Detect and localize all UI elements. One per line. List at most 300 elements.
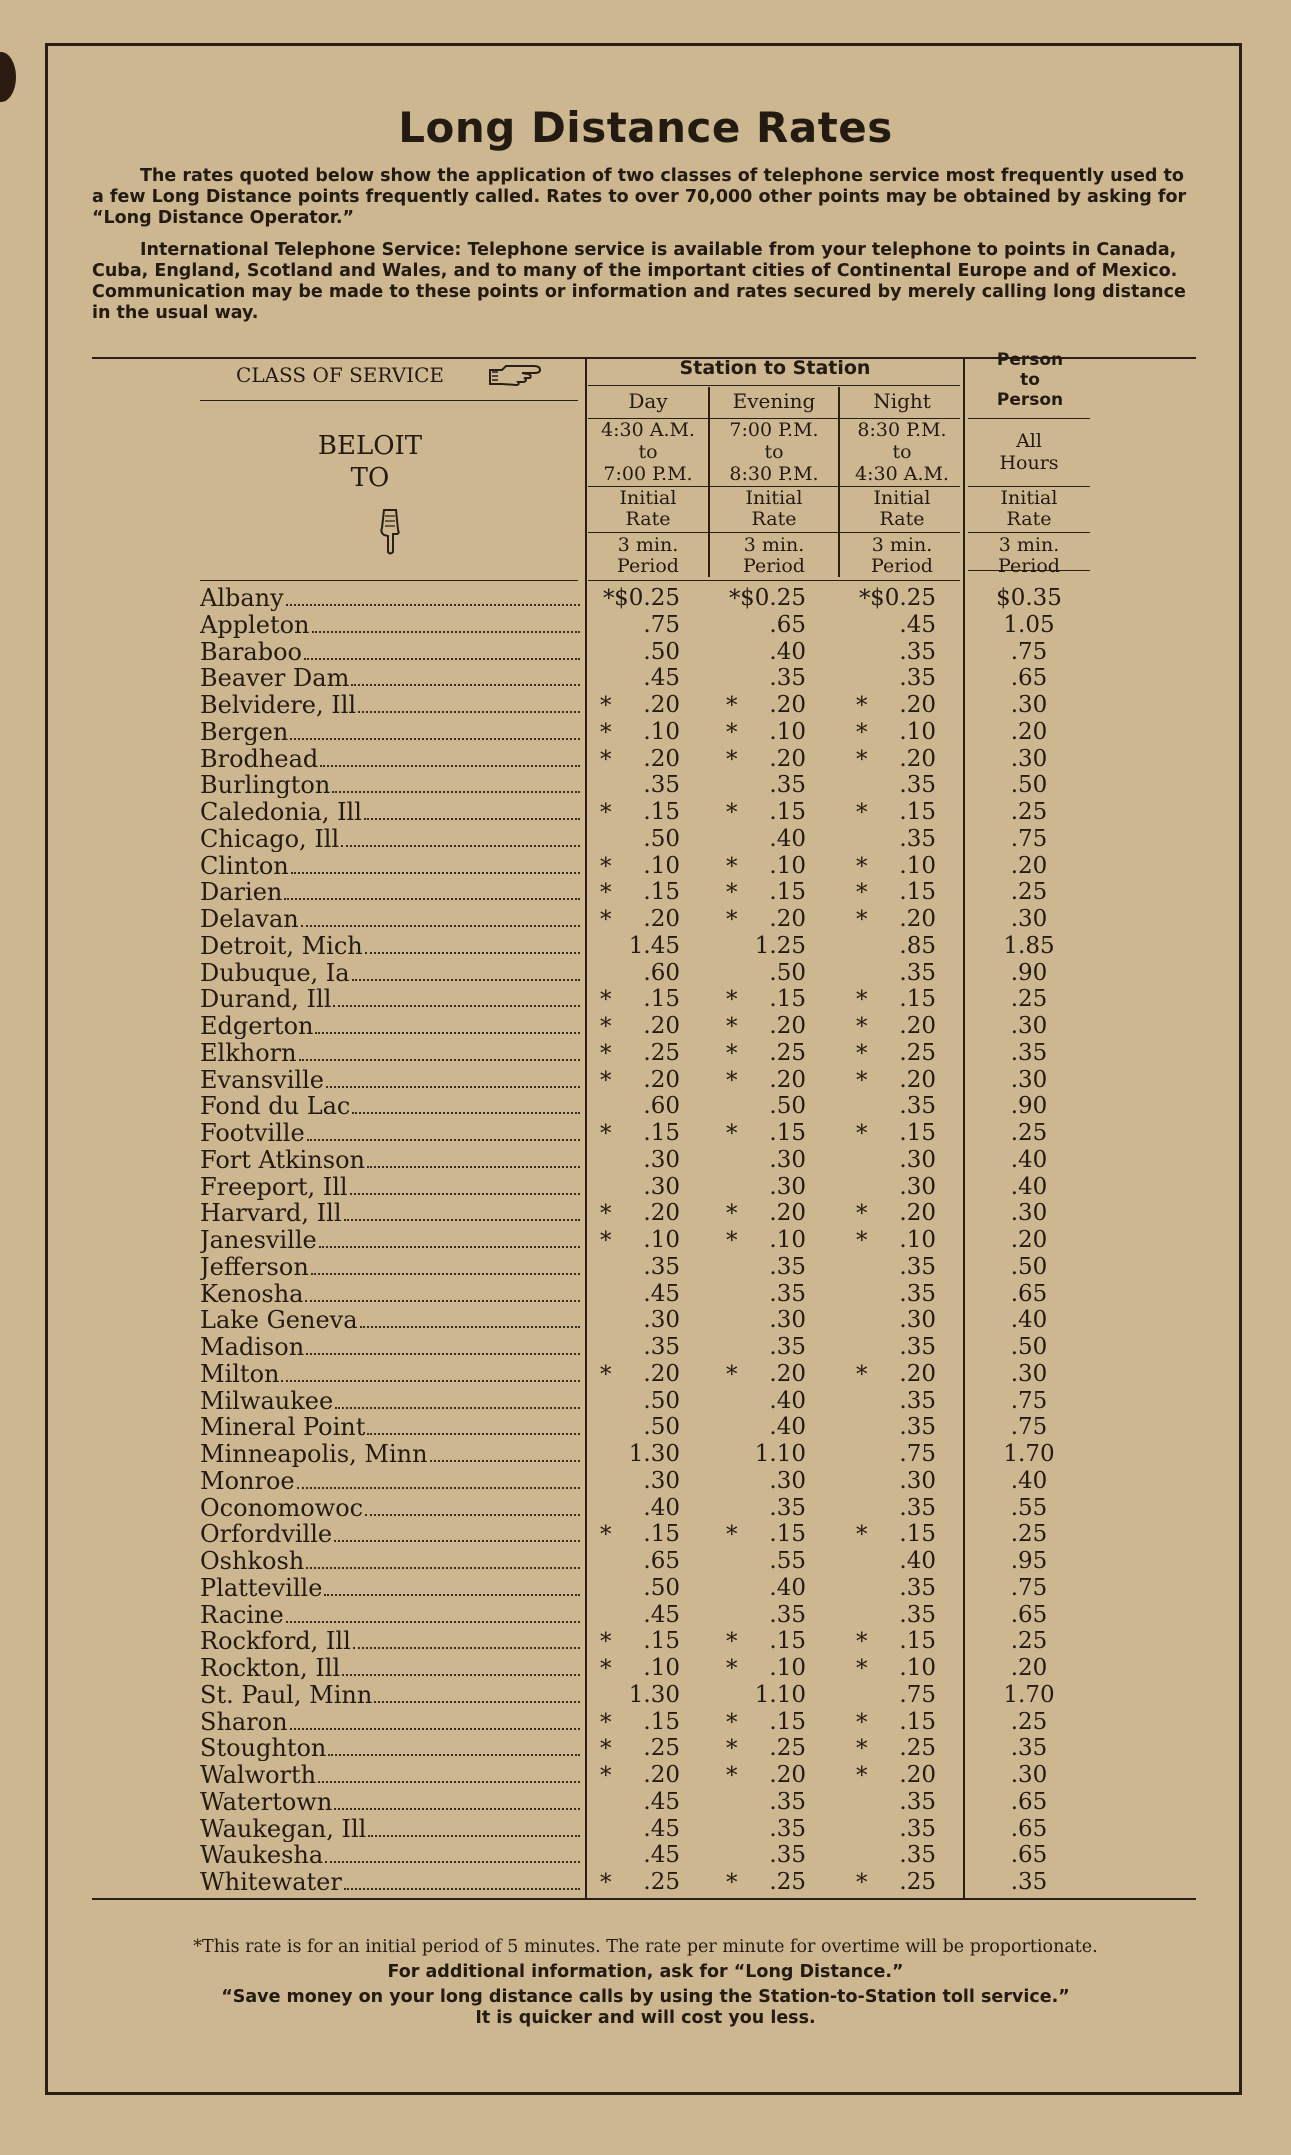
asterisk-mark: * xyxy=(600,1656,612,1682)
rate-value: .30 xyxy=(643,1173,680,1200)
rate-value: .35 xyxy=(769,1815,806,1842)
rate-cell-day xyxy=(600,1093,680,1119)
city-name: Oconomowoc xyxy=(200,1494,364,1521)
rate-value: .20 xyxy=(769,906,806,932)
rate-value: .20 xyxy=(643,1762,680,1788)
rate-value: .40 xyxy=(769,638,806,665)
rate-row-city xyxy=(200,639,580,665)
rate-cell-day xyxy=(600,746,680,772)
rate-row-city xyxy=(200,612,580,638)
station-to-station-header: Station to Station xyxy=(679,357,871,379)
asterisk-mark: * xyxy=(856,746,868,773)
rate-value: .15 xyxy=(643,1628,680,1655)
rate-row-city xyxy=(200,853,580,879)
rate-value: .35 xyxy=(643,1253,680,1280)
rate-row-city xyxy=(200,1361,580,1387)
rate-cell-day xyxy=(600,1388,680,1414)
rate-row-city xyxy=(200,1869,580,1895)
rate-cell-eve xyxy=(726,1227,806,1253)
rate-cell-day xyxy=(600,1602,680,1628)
origin-to: TO xyxy=(350,463,390,493)
rate-value: .10 xyxy=(769,1655,806,1681)
rate-value: .50 xyxy=(643,1414,680,1441)
rate-value: .20 xyxy=(769,1013,806,1039)
city-name: Jefferson xyxy=(200,1253,309,1280)
rate-cell-night xyxy=(856,1361,936,1387)
rate-value: .20 xyxy=(769,692,806,718)
rate-cell-day xyxy=(600,1361,680,1387)
dot-leader xyxy=(365,952,580,954)
rate-cell-person: .30 xyxy=(1010,1066,1048,1093)
rate-row-city xyxy=(200,1735,580,1761)
rate-value: .20 xyxy=(769,1360,806,1387)
city-name: Monroe xyxy=(200,1467,295,1494)
rate-cell-eve xyxy=(726,612,806,638)
city-name: Fort Atkinson xyxy=(200,1146,365,1173)
rate-cell-night xyxy=(856,1227,936,1253)
rate-value: .10 xyxy=(643,852,680,879)
rate-value: .45 xyxy=(643,1788,680,1815)
rate-cell-night xyxy=(856,1816,936,1842)
rate-value: .35 xyxy=(899,1414,936,1441)
rate-cell-night xyxy=(856,1655,936,1681)
rate-value: .15 xyxy=(643,1708,680,1735)
rate-value: .25 xyxy=(769,1735,806,1762)
asterisk-mark: * xyxy=(726,800,738,826)
dot-leader xyxy=(291,872,580,874)
asterisk-mark: * xyxy=(600,1629,612,1656)
rate-value: .35 xyxy=(769,1788,806,1815)
rate-cell-eve xyxy=(726,1174,806,1200)
rate-row-city xyxy=(200,1120,580,1146)
rate-value: .75 xyxy=(643,611,680,638)
rate-value: .10 xyxy=(899,1227,936,1253)
rate-cell-night xyxy=(856,1281,936,1307)
city-name: Waukesha xyxy=(200,1842,324,1869)
rate-value: .35 xyxy=(769,1494,806,1521)
rate-cell-person: .50 xyxy=(1010,1334,1048,1360)
asterisk-mark: * xyxy=(600,719,612,746)
dot-leader xyxy=(368,1835,580,1837)
rate-value: .45 xyxy=(643,665,680,692)
asterisk-mark: * xyxy=(856,719,868,746)
rate-value: .15 xyxy=(899,1120,936,1146)
asterisk-mark: * xyxy=(729,586,741,612)
rate-row-city xyxy=(200,933,580,959)
pointing-hand-icon xyxy=(488,362,544,388)
asterisk-mark: * xyxy=(856,880,868,907)
city-name: Beaver Dam xyxy=(200,665,350,692)
rate-value: .25 xyxy=(899,1869,936,1895)
rate-cell-eve xyxy=(726,1521,806,1547)
city-name: Rockton, Ill xyxy=(200,1655,341,1681)
asterisk-mark: * xyxy=(856,1067,868,1094)
rate-cell-day xyxy=(600,1147,680,1173)
dot-leader xyxy=(333,1005,580,1007)
rate-cell-person: .30 xyxy=(1010,745,1048,772)
rate-row-city xyxy=(200,906,580,932)
rate-value: .35 xyxy=(899,1387,936,1414)
column-divider-class xyxy=(585,357,587,1898)
rate-value: .35 xyxy=(769,1601,806,1628)
rate-cell-night xyxy=(856,1040,936,1066)
rate-value: .15 xyxy=(899,879,936,906)
city-name: Brodhead xyxy=(200,745,319,772)
person-period-minutes: 3 min. xyxy=(998,534,1060,556)
day-column-header: Day xyxy=(628,389,668,413)
asterisk-mark: * xyxy=(856,1228,868,1254)
rate-cell-night xyxy=(856,933,936,959)
rate-cell-day xyxy=(600,772,680,798)
rate-value: .35 xyxy=(643,1334,680,1360)
rate-cell-person: 1.05 xyxy=(1003,611,1055,638)
asterisk-mark: * xyxy=(600,880,612,907)
rate-row-city xyxy=(200,1575,580,1601)
rate-cell-eve xyxy=(726,692,806,718)
rate-value: .25 xyxy=(899,1039,936,1066)
rate-value: .35 xyxy=(899,1253,936,1280)
rate-cell-night xyxy=(856,1441,936,1467)
rate-value: .35 xyxy=(899,1842,936,1869)
rate-row-city xyxy=(200,1709,580,1735)
city-name: Elkhorn xyxy=(200,1039,297,1066)
rate-cell-day xyxy=(600,665,680,691)
evening-hours-start: 7:00 P.M. xyxy=(729,419,819,441)
rate-cell-night xyxy=(856,1093,936,1119)
rate-cell-day xyxy=(600,1414,680,1440)
city-name: Bergen xyxy=(200,718,289,745)
rate-value: .20 xyxy=(899,1013,936,1039)
dot-leader xyxy=(365,1514,580,1516)
rate-cell-day xyxy=(600,1067,680,1093)
rate-row-city xyxy=(200,1307,580,1333)
rate-value: $0.25 xyxy=(740,585,806,611)
dot-leader xyxy=(305,1300,580,1302)
rate-cell-person: .75 xyxy=(1010,638,1048,665)
city-name: Detroit, Mich xyxy=(200,932,363,959)
station-header-rule xyxy=(588,385,960,386)
footnote-quicker: It is quicker and will cost you less. xyxy=(475,2008,816,2028)
rate-value: .15 xyxy=(899,1521,936,1548)
rate-value: .15 xyxy=(899,986,936,1013)
intro-paragraph-international: International Telephone Service: Telephone service is available from your telephone to points in Canada, Cuba, England, Scotland and Wales, and to many of the important cities of Continental Europe and of Mexico. Communication may be made to these points or information and rates secured by merely calling long distance in the usual way. xyxy=(92,240,1186,323)
asterisk-mark: * xyxy=(600,800,612,826)
rate-cell-night xyxy=(856,1842,936,1868)
rate-cell-night xyxy=(856,719,936,745)
rate-cell-eve xyxy=(726,1200,806,1226)
rate-cell-person: .35 xyxy=(1010,1039,1048,1066)
rate-value: .15 xyxy=(899,1708,936,1735)
dot-leader xyxy=(290,738,580,740)
rate-cell-day xyxy=(600,853,680,879)
asterisk-mark: * xyxy=(600,1763,612,1789)
asterisk-mark: * xyxy=(600,907,612,933)
rate-value: .10 xyxy=(769,718,806,745)
asterisk-mark: * xyxy=(600,1361,612,1388)
city-name: Lake Geneva xyxy=(200,1307,358,1334)
rate-cell-eve xyxy=(726,1655,806,1681)
asterisk-mark: * xyxy=(600,1709,612,1736)
rate-cell-day xyxy=(600,1174,680,1200)
night-period-minutes: 3 min. xyxy=(871,534,933,556)
rate-cell-person: .65 xyxy=(1010,1280,1048,1307)
dot-leader xyxy=(324,1594,580,1596)
asterisk-mark: * xyxy=(856,1736,868,1763)
asterisk-mark: * xyxy=(856,853,868,880)
rate-value: .40 xyxy=(769,825,806,852)
dot-leader xyxy=(374,1701,580,1703)
rate-value: .35 xyxy=(899,825,936,852)
dot-leader xyxy=(335,1407,580,1409)
rate-cell-eve xyxy=(726,1495,806,1521)
rate-value: .60 xyxy=(643,1093,680,1120)
dot-leader xyxy=(297,1487,580,1489)
city-name: St. Paul, Minn xyxy=(200,1681,373,1708)
rate-cell-person: .30 xyxy=(1010,1360,1048,1387)
rate-cell-day xyxy=(600,1307,680,1333)
asterisk-mark: * xyxy=(600,853,612,880)
rate-value: .20 xyxy=(899,1200,936,1227)
footnote-asterisk: *This rate is for an initial period of 5 minutes. The rate per minute for overtime will be proportionate. xyxy=(193,1937,1098,1957)
rate-value: .20 xyxy=(899,1066,936,1093)
rate-value: .75 xyxy=(899,1441,936,1467)
city-name: Janesville xyxy=(200,1227,317,1253)
rate-row-city xyxy=(200,1334,580,1360)
rate-value: .10 xyxy=(769,1227,806,1253)
rate-cell-person: .40 xyxy=(1010,1146,1048,1173)
city-name: Durand, Ill xyxy=(200,986,332,1013)
dot-leader xyxy=(286,604,580,606)
evening-period-label: Period xyxy=(743,555,805,577)
rate-row-city xyxy=(200,746,580,772)
rate-value: .60 xyxy=(643,959,680,986)
rate-value: .50 xyxy=(769,959,806,986)
rate-cell-day xyxy=(600,1575,680,1601)
day-hours-start: 4:30 A.M. xyxy=(601,419,695,441)
city-name: Orfordville xyxy=(200,1521,333,1548)
day-period-minutes: 3 min. xyxy=(617,534,679,556)
page-title: Long Distance Rates xyxy=(398,103,893,152)
rate-value: .35 xyxy=(899,959,936,986)
rate-row-city xyxy=(200,1762,580,1788)
rate-cell-night xyxy=(856,1762,936,1788)
city-name: Belvidere, Ill xyxy=(200,692,357,718)
asterisk-mark: * xyxy=(726,1014,738,1040)
rate-cell-night xyxy=(856,853,936,879)
dot-leader xyxy=(301,925,580,927)
dot-leader xyxy=(332,791,580,793)
rate-row-city xyxy=(200,1227,580,1253)
rate-cell-eve xyxy=(726,1013,806,1039)
rate-value: .35 xyxy=(899,665,936,692)
asterisk-mark: * xyxy=(726,1121,738,1147)
rate-cell-day xyxy=(600,692,680,718)
rate-cell-eve xyxy=(726,986,806,1012)
city-name: Delavan xyxy=(200,906,299,932)
dot-leader xyxy=(350,1193,580,1195)
rate-value: .35 xyxy=(769,1842,806,1869)
rate-value: .30 xyxy=(769,1467,806,1494)
city-name: Harvard, Ill xyxy=(200,1200,342,1227)
column-divider-station xyxy=(963,357,965,1898)
rate-cell-day xyxy=(600,1548,680,1574)
station-initial-rule xyxy=(588,532,960,533)
rate-value: .20 xyxy=(899,692,936,718)
day-hours-end: 7:00 P.M. xyxy=(603,463,693,485)
rate-cell-person: 1.70 xyxy=(1003,1681,1055,1708)
rate-value: .35 xyxy=(899,1093,936,1120)
rate-cell-eve xyxy=(726,906,806,932)
rate-cell-night xyxy=(856,906,936,932)
class-header-rule xyxy=(200,400,578,401)
rate-value: .20 xyxy=(899,745,936,772)
asterisk-mark: * xyxy=(856,1870,868,1896)
asterisk-mark: * xyxy=(726,1736,738,1763)
rate-cell-person: .65 xyxy=(1010,1842,1048,1869)
asterisk-mark: * xyxy=(856,1763,868,1789)
rate-value: .35 xyxy=(769,1334,806,1360)
rate-cell-day xyxy=(600,1227,680,1253)
rate-cell-night xyxy=(856,1735,936,1761)
city-name: Minneapolis, Minn xyxy=(200,1441,428,1467)
asterisk-mark: * xyxy=(600,1522,612,1549)
rate-row-city xyxy=(200,1093,580,1119)
rate-cell-day xyxy=(600,1495,680,1521)
rate-value: .40 xyxy=(769,1387,806,1414)
evening-period-minutes: 3 min. xyxy=(743,534,805,556)
city-name: Evansville xyxy=(200,1066,324,1093)
rate-cell-night xyxy=(856,639,936,665)
dot-leader xyxy=(430,1460,580,1462)
city-name: Madison xyxy=(200,1334,305,1360)
person-initial-rule xyxy=(968,532,1090,533)
rate-cell-eve xyxy=(726,665,806,691)
dot-leader xyxy=(304,658,580,660)
city-name: Caledonia, Ill xyxy=(200,799,362,825)
rate-cell-person: .35 xyxy=(1010,1735,1048,1762)
night-hours-start: 8:30 P.M. xyxy=(857,419,947,441)
rate-cell-day xyxy=(600,879,680,905)
rate-cell-day xyxy=(600,612,680,638)
rate-value: .30 xyxy=(769,1146,806,1173)
rate-cell-night xyxy=(856,1388,936,1414)
rate-cell-person: .35 xyxy=(1010,1869,1048,1895)
rate-cell-day xyxy=(600,1334,680,1360)
rate-row-city xyxy=(200,1548,580,1574)
rate-value: .30 xyxy=(643,1146,680,1173)
asterisk-mark: * xyxy=(600,1736,612,1763)
rate-cell-day xyxy=(600,1709,680,1735)
city-name: Racine xyxy=(200,1601,284,1628)
rate-cell-person: .25 xyxy=(1010,879,1048,906)
rate-row-city xyxy=(200,665,580,691)
asterisk-mark: * xyxy=(600,1067,612,1094)
rate-cell-night xyxy=(856,1254,936,1280)
rate-value: .20 xyxy=(769,1200,806,1227)
rate-cell-person: .95 xyxy=(1010,1548,1048,1574)
evening-initial-label: Initial xyxy=(745,487,803,509)
night-hours-end: 4:30 A.M. xyxy=(855,463,949,485)
pointing-down-hand-icon xyxy=(378,508,402,556)
rate-cell-person: .25 xyxy=(1010,986,1048,1013)
day-period-label: Period xyxy=(617,555,679,577)
rate-cell-eve xyxy=(726,1628,806,1654)
city-name: Platteville xyxy=(200,1574,323,1601)
person-rate-label: Rate xyxy=(1006,508,1052,530)
rate-row-city xyxy=(200,1174,580,1200)
asterisk-mark: * xyxy=(726,1361,738,1388)
asterisk-mark: * xyxy=(726,1709,738,1736)
footnote-save-money: “Save money on your long distance calls by using the Station-to-Station toll service.” xyxy=(221,1987,1070,2007)
rate-cell-person: .20 xyxy=(1010,852,1048,879)
rate-value: .15 xyxy=(899,1628,936,1655)
rate-value: .30 xyxy=(769,1307,806,1334)
dot-leader xyxy=(311,1273,580,1275)
rate-cell-eve xyxy=(726,1254,806,1280)
city-name: Kenosha xyxy=(200,1280,304,1307)
rate-cell-eve xyxy=(726,1762,806,1788)
rate-cell-eve xyxy=(726,933,806,959)
rate-row-city xyxy=(200,692,580,718)
rate-cell-person: .75 xyxy=(1010,1414,1048,1441)
rate-value: .30 xyxy=(899,1146,936,1173)
rate-cell-eve xyxy=(726,799,806,825)
asterisk-mark: * xyxy=(726,746,738,773)
rate-row-city xyxy=(200,879,580,905)
rate-value: .20 xyxy=(643,1013,680,1039)
rate-value: .25 xyxy=(899,1735,936,1762)
asterisk-mark: * xyxy=(726,987,738,1014)
rate-cell-night xyxy=(856,1789,936,1815)
rate-row-city xyxy=(200,1067,580,1093)
rate-value: .15 xyxy=(769,799,806,825)
rate-cell-night xyxy=(856,585,936,611)
asterisk-mark: * xyxy=(856,1201,868,1228)
dot-leader xyxy=(286,1621,580,1623)
rate-value: .50 xyxy=(643,1387,680,1414)
city-name: Albany xyxy=(200,585,284,611)
footnote-additional-info: For additional information, ask for “Long Distance.” xyxy=(387,1962,904,1982)
evening-column-header: Evening xyxy=(732,389,816,413)
asterisk-mark: * xyxy=(726,1629,738,1656)
rate-cell-night xyxy=(856,612,936,638)
rate-value: .45 xyxy=(643,1815,680,1842)
rate-cell-night xyxy=(856,960,936,986)
rate-cell-person: .20 xyxy=(1010,1227,1048,1253)
dot-leader xyxy=(306,1353,580,1355)
dot-leader xyxy=(328,1754,580,1756)
person-initial-label: Initial xyxy=(1000,487,1058,509)
asterisk-mark: * xyxy=(856,1522,868,1549)
city-name: Darien xyxy=(200,879,283,906)
rate-value: .65 xyxy=(643,1548,680,1574)
rate-cell-eve xyxy=(726,1067,806,1093)
city-name: Clinton xyxy=(200,852,289,879)
table-bottom-rule xyxy=(92,1898,1196,1900)
rate-cell-day xyxy=(600,1869,680,1895)
asterisk-mark: * xyxy=(856,800,868,826)
city-name: Edgerton xyxy=(200,1013,314,1039)
rate-cell-day xyxy=(600,1628,680,1654)
rate-cell-eve xyxy=(726,1709,806,1735)
asterisk-mark: * xyxy=(856,693,868,719)
rate-cell-eve xyxy=(726,1414,806,1440)
rate-cell-person: .25 xyxy=(1010,1120,1048,1146)
rate-cell-eve xyxy=(726,746,806,772)
asterisk-mark: * xyxy=(726,1067,738,1094)
dot-leader xyxy=(367,1166,580,1168)
rate-value: .20 xyxy=(643,745,680,772)
